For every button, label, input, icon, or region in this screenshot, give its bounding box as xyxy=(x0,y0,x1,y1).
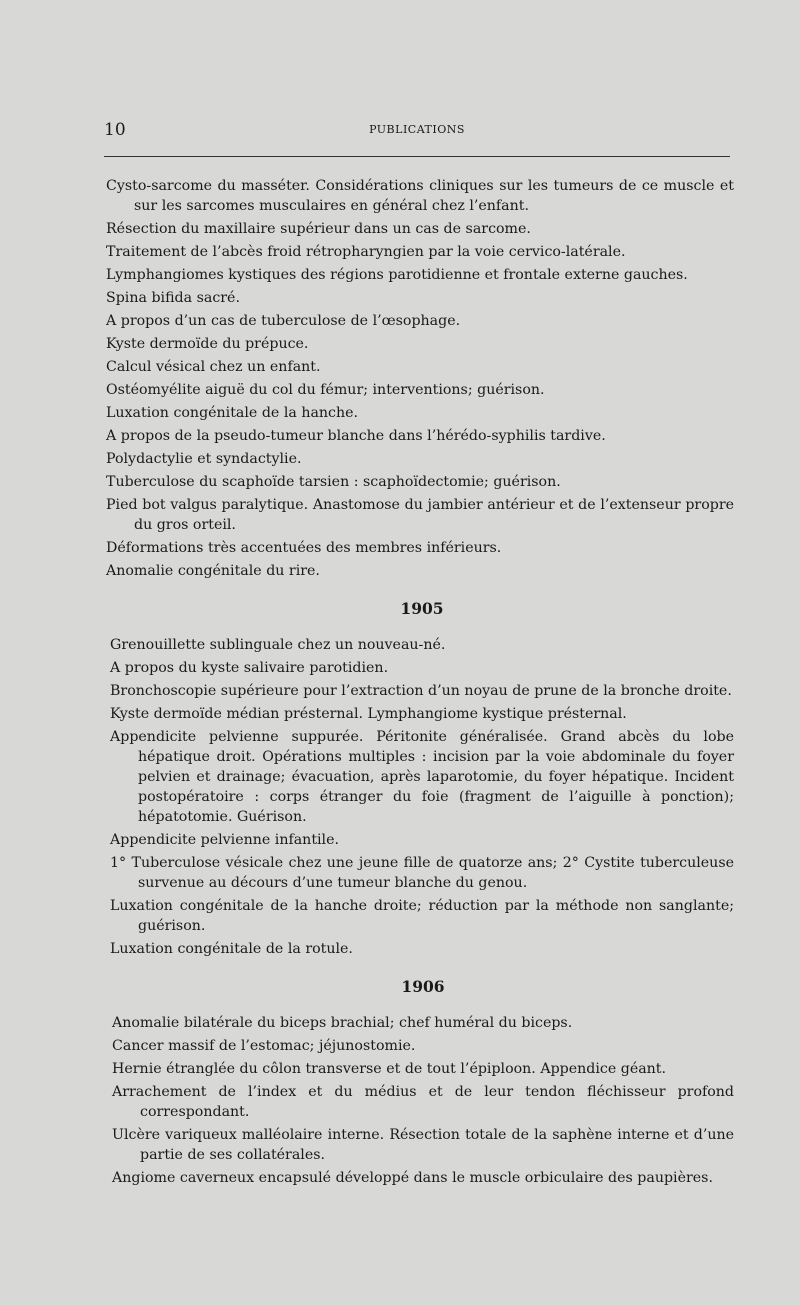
list-item: A propos du kyste salivaire parotidien. xyxy=(110,660,389,676)
list-item: Arrachement de l’index et du médius et de leur tendon fléchisseur profond correspondant. xyxy=(112,1084,734,1120)
year-heading: 1905 xyxy=(400,599,444,618)
section-1906 xyxy=(112,977,734,1188)
running-head: PUBLICATIONS xyxy=(369,123,465,136)
list-item: Kyste dermoïde du prépuce. xyxy=(106,336,309,352)
list-item: 1° Tuberculose vésicale chez une jeune fille de quatorze ans; 2° Cystite tuberculeuse survenue au décours d’une tumeur blanche du genou. xyxy=(110,855,734,891)
list-item: Déformations très accentuées des membres inférieurs. xyxy=(106,540,502,556)
list-item: Appendicite pelvienne suppurée. Péritonite généralisée. Grand abcès du lobe hépatique droit. Opérations multiples : incision par la voie abdominale du foyer pelvien et drainage; évacuation, après laparotomie, du foyer hépatique. Incident postopératoire : corps étranger du foie (fragment de l’aiguille à ponction); hépatotomie. Guérison. xyxy=(110,729,734,825)
list-item: Résection du maxillaire supérieur dans un cas de sarcome. xyxy=(106,221,531,237)
list-item: Traitement de l’abcès froid rétropharyngien par la voie cervico-latérale. xyxy=(106,244,626,260)
list-item: Appendicite pelvienne infantile. xyxy=(110,832,340,848)
section-1905 xyxy=(110,599,734,959)
list-item: Spina bifida sacré. xyxy=(106,290,240,306)
list-item: Luxation congénitale de la rotule. xyxy=(110,941,353,957)
publication-list xyxy=(106,176,734,1191)
list-item: Polydactylie et syndactylie. xyxy=(106,451,302,467)
list-item: Calcul vésical chez un enfant. xyxy=(106,359,321,375)
list-item: A propos d’un cas de tuberculose de l’œsophage. xyxy=(106,313,461,329)
list-item: Ulcère variqueux malléolaire interne. Résection totale de la saphène interne et d’une partie de ses collatérales. xyxy=(112,1127,734,1163)
list-item: Grenouillette sublinguale chez un nouveau-né. xyxy=(110,637,446,653)
list-item: Cancer massif de l’estomac; jéjunostomie. xyxy=(112,1038,416,1054)
page-number: 10 xyxy=(104,120,126,140)
list-item: Anomalie bilatérale du biceps brachial; chef huméral du biceps. xyxy=(112,1015,573,1031)
page-header xyxy=(104,120,730,140)
list-item: Anomalie congénitale du rire. xyxy=(106,563,320,579)
list-item: Hernie étranglée du côlon transverse et de tout l’épiploon. Appendice géant. xyxy=(112,1061,667,1077)
section-1904 xyxy=(106,176,734,581)
list-item: Lymphangiomes kystiques des régions parotidienne et frontale externe gauches. xyxy=(106,267,688,283)
list-item: Angiome caverneux encapsulé développé dans le muscle orbiculaire des paupières. xyxy=(112,1170,713,1186)
list-item: Cysto-sarcome du masséter. Considérations cliniques sur les tumeurs de ce muscle et sur les sarcomes musculaires en général chez l’enfant. xyxy=(106,178,734,214)
list-item: Ostéomyélite aiguë du col du fémur; interventions; guérison. xyxy=(106,382,545,398)
header-rule xyxy=(104,156,730,157)
list-item: Kyste dermoïde médian présternal. Lymphangiome kystique présternal. xyxy=(110,706,627,722)
list-item: Pied bot valgus paralytique. Anastomose du jambier antérieur et de l’extenseur propre du gros orteil. xyxy=(106,497,734,533)
list-item: Luxation congénitale de la hanche droite; réduction par la méthode non sanglante; guérison. xyxy=(110,898,734,934)
year-heading: 1906 xyxy=(401,977,445,996)
list-item: Luxation congénitale de la hanche. xyxy=(106,405,359,421)
list-item: Tuberculose du scaphoïde tarsien : scaphoïdectomie; guérison. xyxy=(106,474,561,490)
list-item: Bronchoscopie supérieure pour l’extraction d’un noyau de prune de la bronche droite. xyxy=(110,683,732,699)
list-item: A propos de la pseudo-tumeur blanche dans l’hérédo-syphilis tardive. xyxy=(106,428,606,444)
